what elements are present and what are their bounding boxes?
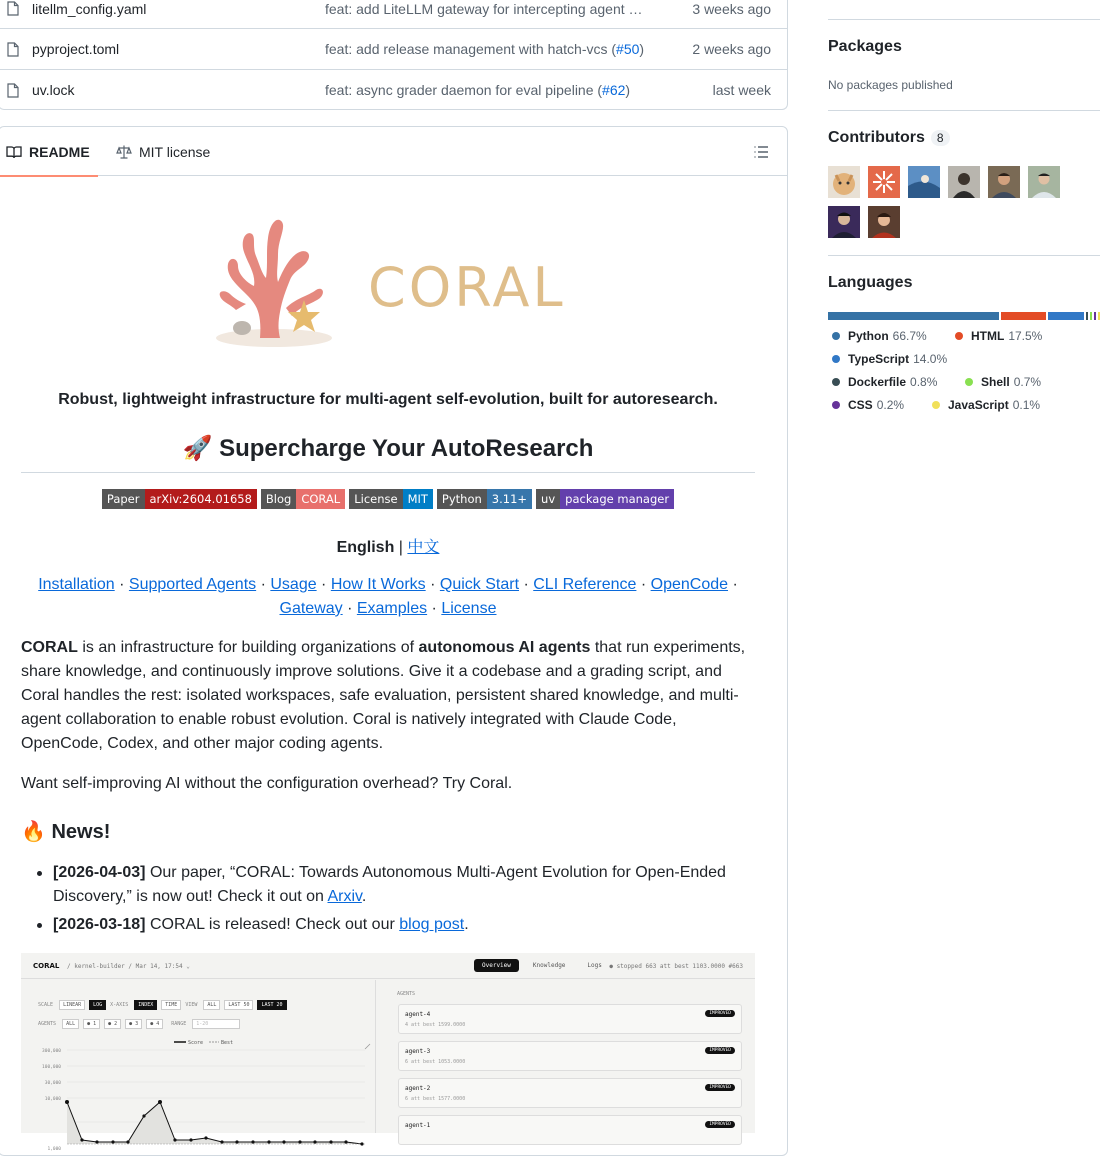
svg-text:100,000: 100,000	[42, 1065, 61, 1070]
language-item[interactable]	[928, 396, 1040, 414]
license-badge[interactable]	[349, 489, 433, 509]
agent-card	[398, 1078, 742, 1108]
language-percent: 66.7%	[892, 329, 927, 343]
language-dot	[965, 378, 973, 386]
language-name: TypeScript	[848, 352, 910, 366]
uv-badge[interactable]	[536, 489, 674, 509]
language-percent: 0.8%	[910, 375, 938, 389]
commit-message-text: )	[639, 41, 645, 57]
readme-heading: 🚀 Supercharge Your AutoResearch	[21, 434, 755, 473]
paper-badge[interactable]	[102, 489, 257, 509]
news-date: [2026-04-03]	[53, 864, 146, 881]
file-name[interactable]: litellm_config.yaml	[32, 0, 147, 17]
svg-text:1,000: 1,000	[47, 1147, 61, 1152]
blog-post-link[interactable]: blog post	[399, 916, 465, 933]
tagline: Robust, lightweight infrastructure for multi-agent self-evolution, built for autoresearch.	[58, 391, 718, 408]
language-bar-segment	[1048, 312, 1084, 320]
packages-heading[interactable]: Packages	[828, 38, 902, 55]
language-dot	[832, 378, 840, 386]
packages-empty-text: No packages published	[828, 78, 953, 92]
nav-link-how-it-works[interactable]: How It Works	[330, 576, 426, 593]
commit-message[interactable]	[325, 82, 655, 98]
news-list	[53, 861, 753, 941]
file-name[interactable]: uv.lock	[32, 82, 75, 98]
avatar[interactable]	[868, 206, 900, 238]
agent-card	[398, 1115, 742, 1145]
agent-detail: 6 att best 1577.0000	[405, 1096, 466, 1102]
news-text: Our paper, “CORAL: Towards Autonomous Multi-Agent Evolution for Open-Ended Discovery,” is now out! Check it out on	[53, 864, 726, 905]
nav-link-cli-reference[interactable]: CLI Reference	[533, 576, 637, 593]
blog-badge[interactable]	[261, 489, 345, 509]
nav-link-opencode[interactable]: OpenCode	[650, 576, 729, 593]
sidebar-divider	[828, 255, 1100, 256]
language-item[interactable]	[828, 327, 927, 345]
sidebar-divider	[828, 110, 1100, 111]
news-date: [2026-03-18]	[53, 916, 146, 933]
news-item	[53, 861, 753, 909]
intro-strong: autonomous AI agents	[418, 639, 591, 656]
language-name: HTML	[971, 329, 1005, 343]
commit-message[interactable]: feat: add LiteLLM gateway for intercepting agent …	[325, 0, 643, 17]
language-name: Dockerfile	[848, 375, 907, 389]
nav-link-usage[interactable]: Usage	[270, 576, 317, 593]
language-percent: 0.1%	[1012, 398, 1041, 412]
dashboard-chart-panel	[21, 980, 376, 1152]
scale-icon	[116, 144, 132, 160]
contributors-heading[interactable]	[828, 129, 950, 147]
table-of-contents-icon[interactable]	[753, 144, 769, 160]
file-icon	[7, 83, 19, 98]
legend-score: Score	[188, 1040, 204, 1046]
agent-detail: 6 att best 1053.0000	[405, 1059, 466, 1065]
badge-value: CORAL	[296, 489, 345, 509]
tab-readme[interactable]	[6, 127, 90, 176]
language-bar-segment	[828, 312, 999, 320]
improved-badge: IMPROVED	[705, 1010, 735, 1017]
control-chip: LOG	[89, 1000, 106, 1010]
badge-label: License	[349, 489, 402, 509]
sidebar-divider	[828, 19, 1100, 20]
chinese-link[interactable]: 中文	[407, 539, 440, 556]
svg-text:30,000: 30,000	[44, 1081, 61, 1086]
intro-strong: CORAL	[21, 639, 78, 656]
language-bar-segment	[1094, 312, 1096, 320]
badge-row	[0, 489, 776, 509]
dashboard-breadcrumb: / kernel-builder / Mar 14, 17:54 ⌄	[67, 963, 190, 970]
news-item	[53, 913, 753, 937]
dashboard-brand: CORAL	[33, 962, 60, 970]
dashboard-screenshot	[21, 953, 755, 1152]
avatar[interactable]	[908, 166, 940, 198]
language-bar-segment	[1090, 312, 1092, 320]
language-name: Shell	[981, 375, 1010, 389]
nav-link-supported-agents[interactable]: Supported Agents	[128, 576, 257, 593]
improved-badge: IMPROVED	[705, 1121, 735, 1128]
language-percent: 14.0%	[913, 352, 948, 366]
control-chip: INDEX	[134, 1000, 157, 1010]
control-label: RANGE	[171, 1021, 187, 1027]
language-item[interactable]	[961, 373, 1041, 391]
svg-text:10,000: 10,000	[44, 1097, 61, 1102]
control-label: SCALE	[38, 1002, 54, 1008]
badge-value: package manager	[560, 489, 674, 509]
agent-name: agent-2	[405, 1085, 431, 1092]
control-chip: ● 2	[104, 1019, 121, 1029]
language-item[interactable]	[828, 350, 947, 368]
file-row[interactable]	[0, 0, 787, 29]
avatar[interactable]	[1028, 166, 1060, 198]
language-name: CSS	[848, 398, 873, 412]
tab-label: README	[29, 143, 90, 160]
readme-tabs	[0, 127, 787, 176]
language-dot	[832, 401, 840, 409]
nav-link-installation[interactable]: Installation	[38, 576, 115, 593]
language-item[interactable]	[828, 373, 937, 391]
dashboard-tab: Knowledge	[532, 962, 566, 969]
commit-age: 2 weeks ago	[692, 41, 771, 57]
commit-message-text: )	[625, 82, 631, 98]
file-list	[0, 0, 788, 110]
control-label: VIEW	[185, 1002, 198, 1008]
svg-text:300,000: 300,000	[42, 1049, 61, 1054]
language-bar-segment	[1001, 312, 1046, 320]
language-name: Python	[848, 329, 889, 343]
commit-message-text: feat: add release management with hatch-vcs (	[325, 41, 617, 57]
language-percent: 0.2%	[876, 398, 905, 412]
dashboard-tab: Overview	[474, 959, 519, 972]
dashboard-tabs	[474, 959, 610, 972]
nav-link-quick-start[interactable]: Quick Start	[439, 576, 520, 593]
agents-heading: AGENTS	[397, 991, 416, 997]
contributors-label: Contributors	[828, 129, 925, 146]
commit-message[interactable]	[325, 41, 655, 57]
news-heading: 🔥 News!	[21, 821, 111, 843]
badge-value: 3.11+	[487, 489, 532, 509]
intro-paragraph	[21, 636, 756, 756]
commit-message-text: feat: async grader daemon for eval pipeline (	[325, 82, 603, 98]
control-chip: ALL	[203, 1000, 220, 1010]
badge-value: MIT	[403, 489, 433, 509]
intro-text: that run experiments, share knowledge, and continuously improve solutions. Give it a codebase and a grading script, and Coral handles the rest: isolated workspaces, safe evaluation, persistent shared knowledge, and multi-agent collaboration to enable robust evolution. Coral is natively integrated with Claude Code, OpenCode, Codex, and other major coding agents.	[21, 639, 746, 752]
language-switcher	[0, 534, 776, 557]
control-chip: LINEAR	[59, 1000, 85, 1010]
score-chart	[21, 1032, 376, 1160]
improved-badge: IMPROVED	[705, 1084, 735, 1091]
badge-label: uv	[536, 489, 560, 509]
range-field: 1-20	[192, 1019, 240, 1029]
language-bar-segment	[1086, 312, 1088, 320]
language-item[interactable]	[828, 396, 904, 414]
language-percent: 0.7%	[1013, 375, 1042, 389]
python-badge[interactable]	[437, 489, 532, 509]
control-chip: ALL	[62, 1019, 79, 1029]
control-chip: ● 1	[83, 1019, 100, 1029]
avatar[interactable]	[828, 166, 860, 198]
file-icon	[7, 42, 19, 57]
commit-age: 3 weeks ago	[692, 0, 771, 17]
language-name: JavaScript	[948, 398, 1009, 412]
lang-separator: |	[398, 539, 403, 556]
file-name[interactable]: pyproject.toml	[32, 41, 120, 57]
contributors-count: 8	[931, 130, 950, 146]
file-row[interactable]	[0, 69, 787, 110]
language-item[interactable]	[951, 327, 1042, 345]
dashboard-status: ● stopped 663 att best 1103.0000 #663	[609, 963, 743, 970]
control-chip: LAST 20	[257, 1000, 286, 1010]
avatar[interactable]	[948, 166, 980, 198]
agent-card	[398, 1041, 742, 1071]
language-dot	[955, 332, 963, 340]
contributor-avatars	[828, 166, 1068, 238]
improved-badge: IMPROVED	[705, 1047, 735, 1054]
logo-wordmark: CORAL	[368, 256, 566, 319]
control-chip: TIME	[161, 1000, 181, 1010]
agent-name: agent-1	[405, 1122, 431, 1129]
file-row[interactable]	[0, 28, 787, 69]
readme-nav-links: Installation · Supported Agents · Usage · How It Works · Quick Start · CLI Reference · OpenCode · Gateway · Examples · License	[38, 576, 738, 617]
language-percent: 17.5%	[1008, 329, 1043, 343]
agent-detail: 4 att best 1599.0000	[405, 1022, 466, 1028]
nav-link-examples[interactable]: Examples	[356, 600, 428, 617]
badge-label: Paper	[102, 489, 145, 509]
agent-name: agent-3	[405, 1048, 431, 1055]
badge-label: Blog	[261, 489, 296, 509]
language-dot	[832, 355, 840, 363]
language-dot	[832, 332, 840, 340]
agent-card	[398, 1004, 742, 1034]
arxiv-link[interactable]: Arxiv	[327, 888, 362, 905]
nav-link-gateway[interactable]: Gateway	[279, 600, 343, 617]
file-icon	[7, 1, 19, 16]
tab-license[interactable]	[116, 127, 210, 176]
language-dot	[932, 401, 940, 409]
languages-heading: Languages	[828, 274, 913, 291]
language-bar-segment	[1098, 312, 1100, 320]
control-label: X-AXIS	[110, 1002, 129, 1008]
dashboard-controls	[38, 1019, 240, 1029]
dashboard-agents-panel	[387, 980, 755, 1133]
book-icon	[6, 144, 22, 160]
news-tail: .	[464, 916, 469, 933]
dashboard-tab: Logs	[587, 962, 602, 969]
control-chip: ● 3	[125, 1019, 142, 1029]
pitch-paragraph: Want self-improving AI without the configuration overhead? Try Coral.	[21, 775, 513, 792]
nav-link-license[interactable]: License	[441, 600, 497, 617]
avatar[interactable]	[868, 166, 900, 198]
avatar[interactable]	[828, 206, 860, 238]
tab-label: MIT license	[139, 143, 211, 160]
news-tail: .	[361, 888, 367, 905]
languages-bar	[828, 312, 1100, 320]
control-chip: ● 4	[146, 1019, 163, 1029]
news-text: CORAL is released! Check out our	[145, 916, 400, 933]
commit-age: last week	[712, 82, 771, 98]
control-label: AGENTS	[38, 1021, 57, 1027]
intro-text: is an infrastructure for building organizations of	[77, 639, 419, 656]
avatar[interactable]	[988, 166, 1020, 198]
badge-label: Python	[437, 489, 487, 509]
agent-name: agent-4	[405, 1011, 431, 1018]
dashboard-controls	[38, 1000, 287, 1010]
pr-link[interactable]: #62	[602, 82, 626, 98]
badge-value: arXiv:2604.01658	[145, 489, 257, 509]
current-language: English	[336, 539, 395, 556]
control-chip: LAST 50	[224, 1000, 253, 1010]
legend-best: Best	[221, 1040, 234, 1046]
pr-link[interactable]: #50	[616, 41, 640, 57]
dashboard-topbar	[21, 953, 755, 979]
